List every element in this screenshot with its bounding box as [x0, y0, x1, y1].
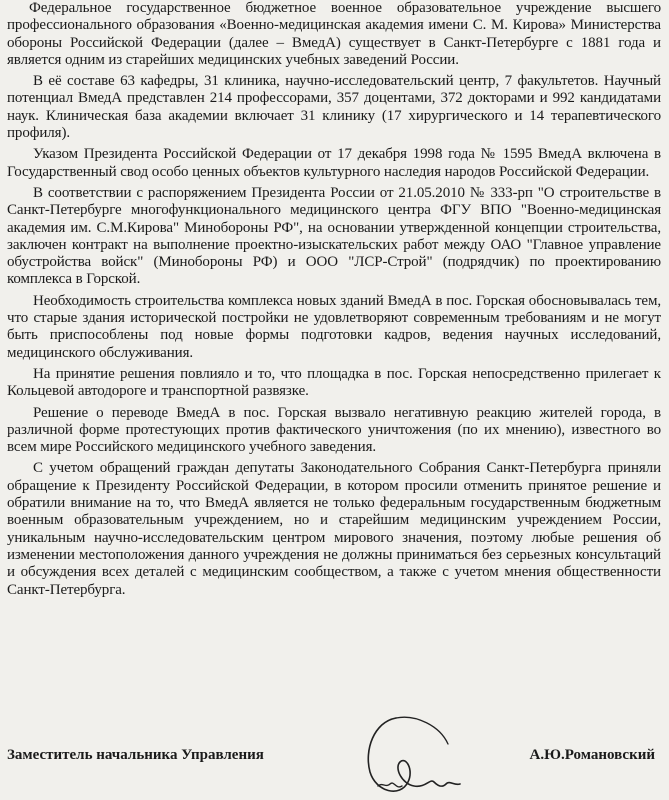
paragraph-2: В её составе 63 кафедры, 31 клиника, научно-исследовательский центр, 7 факультетов. Научный потенциал ВмедА представлен 214 профессорами, 357 доцентами, 372 докторами и 992 кандидатами наук. Клиническая база академии включает 31 клинику (17 хирургического и 14 терапевтического профиля).: [7, 73, 661, 142]
paragraph-8: С учетом обращений граждан депутаты Законодательного Собрания Санкт-Петербурга приняли обращение к Президенту Российской Федерации, в котором просили отменить принятое решение и обратили внимание на то, что ВмедА является не только федеральным государственным бюджетным военным образовательным учреждением, но и старейшим медицинским учреждением России, уникальным научно-исследовательским центром мирового значения, поэтому любые решения об изменении местоположения данного учреждения не должны приниматься без серьезных консультаций и обсуждения всех деталей с медицинским сообществом, а также с учетом мнения общественности Санкт-Петербурга.: [7, 460, 661, 598]
paragraph-4: В соответствии с распоряжением Президента России от 21.05.2010 № 333-рп "О строительстве в Санкт-Петербурге многофункционального медицинского центра ФГУ ВПО "Военно-медицинская академия им. С.М.Кирова" Минобороны РФ", на основании утвержденной концепции строительства, заключен контракт на выполнение проектно-изыскательских работ между ОАО "Главное управление обустройства войск" (Минобороны РФ) и ООО "ЛСР-Строй" (подрядчик) по проектированию комплекса в Горской.: [7, 184, 661, 288]
paragraph-5: Необходимость строительства комплекса новых зданий ВмедА в пос. Горская обосновывалась тем, что старые здания исторической постройки не удовлетворяют современным требованиям и не могут быть приспособлены под новые формы подготовки кадров, ведения научных исследований, медицинского обслуживания.: [7, 292, 661, 361]
paragraph-7: Решение о переводе ВмедА в пос. Горская вызвало негативную реакцию жителей города, в различной форме протестующих против фактического уничтожения (по их мнению), известного во всем мире Российского медицинского учебного заведения.: [7, 404, 661, 456]
signature-name: А.Ю.Романовский: [529, 747, 655, 763]
paragraph-3: Указом Президента Российской Федерации от 17 декабря 1998 года № 1595 ВмедА включена в Государственный свод особо ценных объектов культурного наследия народов Российской Федерации.: [7, 146, 661, 180]
document-page: [7, 0, 661, 800]
handwritten-signature-icon: [356, 712, 466, 800]
signature-title: Заместитель начальника Управления: [7, 747, 264, 763]
signature-block: [7, 747, 655, 771]
paragraph-1: Федеральное государственное бюджетное военное образовательное учреждение высшего профессионального образования «Военно-медицинская академия имени С. М. Кирова» Министерства обороны Российской Федерации (далее – ВмедА) существует в Санкт-Петербурге с 1881 года и является одним из старейших медицинских учебных заведений России.: [7, 0, 661, 68]
paragraph-6: На принятие решения повлияло и то, что площадка в пос. Горская непосредственно прилегает к Кольцевой автодороге и транспортной развязке.: [7, 365, 661, 400]
document-body: [7, 0, 661, 599]
